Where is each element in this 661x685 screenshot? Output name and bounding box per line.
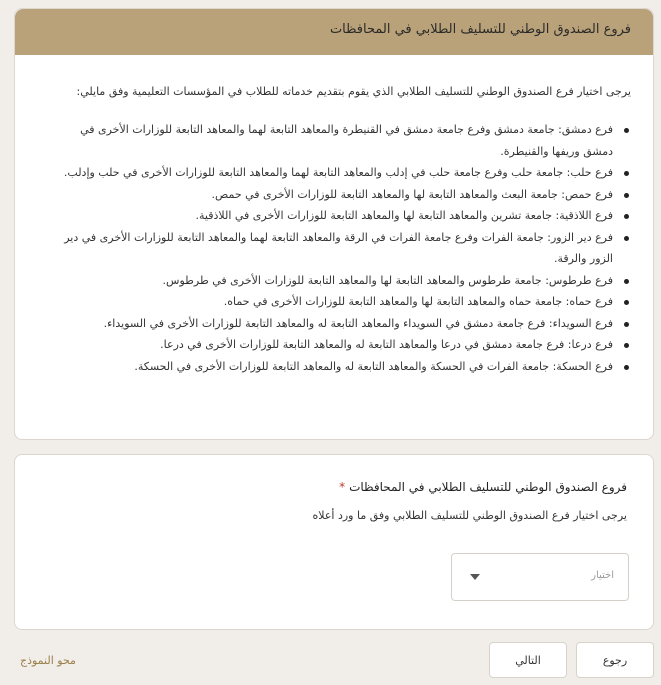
- chevron-down-icon: [470, 574, 480, 580]
- question-title: [339, 480, 627, 494]
- list-item: فرع اللاذقية: جامعة تشرين والمعاهد التابعة لها والمعاهد التابعة للوزارات الأخرى في اللاذقية.: [59, 205, 613, 227]
- list-item: فرع حمص: جامعة البعث والمعاهد التابعة لها والمعاهد التابعة للوزارات الأخرى في حمص.: [59, 184, 613, 206]
- list-item: فرع دير الزور: جامعة الفرات وفرع جامعة الفرات في الرقة والمعاهد التابعة لهما والمعاهد التابعة للوزارات الأخرى في دير الزور والرقة.: [59, 227, 613, 270]
- info-card: [14, 8, 654, 440]
- list-item: فرع حماه: جامعة حماه والمعاهد التابعة لها والمعاهد التابعة للوزارات الأخرى في حماه.: [59, 291, 613, 313]
- list-item: فرع حلب: جامعة حلب وفرع جامعة حلب في إدلب والمعاهد التابعة لهما والمعاهد التابعة للوزارات الأخرى في حلب وإدلب.: [59, 162, 613, 184]
- required-mark: *: [339, 480, 346, 494]
- branch-list: [59, 119, 631, 377]
- list-item: فرع السويداء: فرع جامعة دمشق في السويداء والمعاهد التابعة له والمعاهد التابعة للوزارات الأخرى في السويداء.: [59, 313, 613, 335]
- list-item: فرع درعا: فرع جامعة دمشق في درعا والمعاهد التابعة له والمعاهد التابعة للوزارات الأخرى في درعا.: [59, 334, 613, 356]
- list-item: فرع دمشق: جامعة دمشق وفرع جامعة دمشق في القنيطرة والمعاهد التابعة لهما والمعاهد التابعة للوزارات الأخرى في دمشق وريفها والقنيطرة.: [59, 119, 613, 162]
- page-title: فروع الصندوق الوطني للتسليف الطلابي في المحافظات: [329, 22, 631, 37]
- card-header: [15, 9, 653, 55]
- clear-form-link[interactable]: محو النموذج: [20, 654, 76, 667]
- intro-text: يرجى اختيار فرع الصندوق الوطني للتسليف الطلابي الذي يقوم بتقديم خدماته للطلاب في المؤسسات التعليمية وفق مايلي:: [76, 85, 631, 98]
- question-title-text: فروع الصندوق الوطني للتسليف الطلابي في المحافظات: [349, 480, 627, 494]
- back-button[interactable]: رجوع: [576, 642, 654, 678]
- question-description: يرجى اختيار فرع الصندوق الوطني للتسليف الطلابي وفق ما ورد أعلاه: [312, 509, 627, 522]
- branch-select[interactable]: [451, 553, 629, 601]
- list-item: فرع الحسكة: جامعة الفرات في الحسكة والمعاهد التابعة له والمعاهد التابعة للوزارات الأخرى في الحسكة.: [59, 356, 613, 378]
- list-item: فرع طرطوس: جامعة طرطوس والمعاهد التابعة لها والمعاهد التابعة للوزارات الأخرى في طرطوس.: [59, 270, 613, 292]
- select-placeholder: اختيار: [591, 570, 614, 581]
- next-button[interactable]: التالي: [489, 642, 567, 678]
- question-card: [14, 454, 654, 630]
